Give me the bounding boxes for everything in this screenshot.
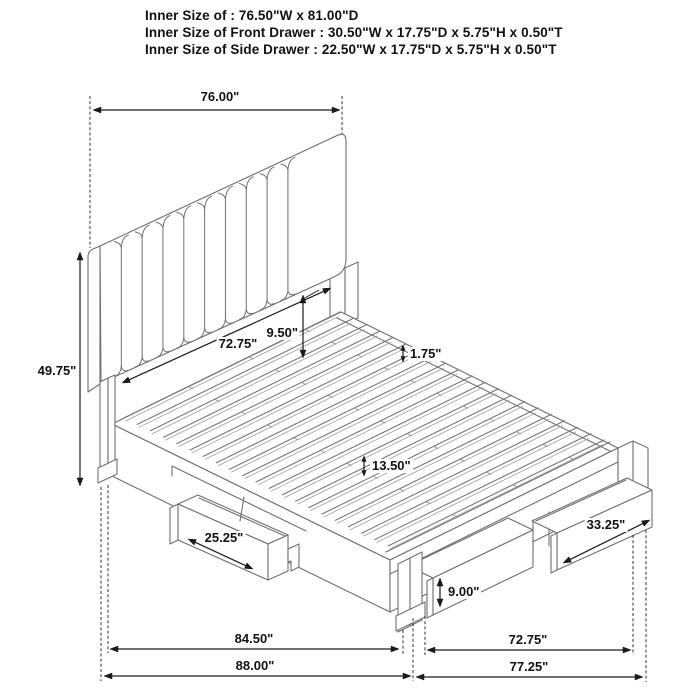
inner-size-side-drawer: Inner Size of Side Drawer : 22.50"W x 17.75"D x 5.75"H x 0.50"T: [145, 42, 557, 57]
dim-foot-inner-width: 72.75": [508, 632, 548, 647]
side-drawer-slide-bracket: [288, 544, 299, 571]
dim-headboard-height: 49.75": [37, 363, 77, 378]
side-drawer-side: [170, 504, 178, 544]
dim-overall-width: 77.25": [509, 659, 549, 674]
dim-slat-thickness: 1.75": [410, 346, 442, 361]
front-drawer-side: [551, 533, 557, 573]
inner-size-front-drawer: Inner Size of Front Drawer : 30.50"W x 17.75"D x 5.75"H x 0.50"T: [145, 25, 563, 40]
dim-headboard-width: 76.00": [200, 89, 240, 104]
front-left-drawer-side: [427, 578, 433, 618]
headboard-side-panel: [88, 246, 100, 392]
inner-size-overall: Inner Size of : 76.50"W x 81.00"D: [145, 8, 359, 23]
dim-headboard-panel-width: 72.75": [218, 336, 258, 351]
dim-front-drawer-width: 33.25": [586, 517, 626, 532]
dim-headboard-gap: 9.50": [266, 325, 298, 340]
dim-rail-length: 84.50": [234, 631, 274, 646]
dim-front-drawer-height: 9.00": [448, 584, 480, 599]
dim-side-drawer-width: 25.25": [204, 530, 244, 545]
dim-slat-spacing: 13.50": [372, 458, 411, 473]
dim-overall-depth: 88.00": [235, 658, 275, 673]
